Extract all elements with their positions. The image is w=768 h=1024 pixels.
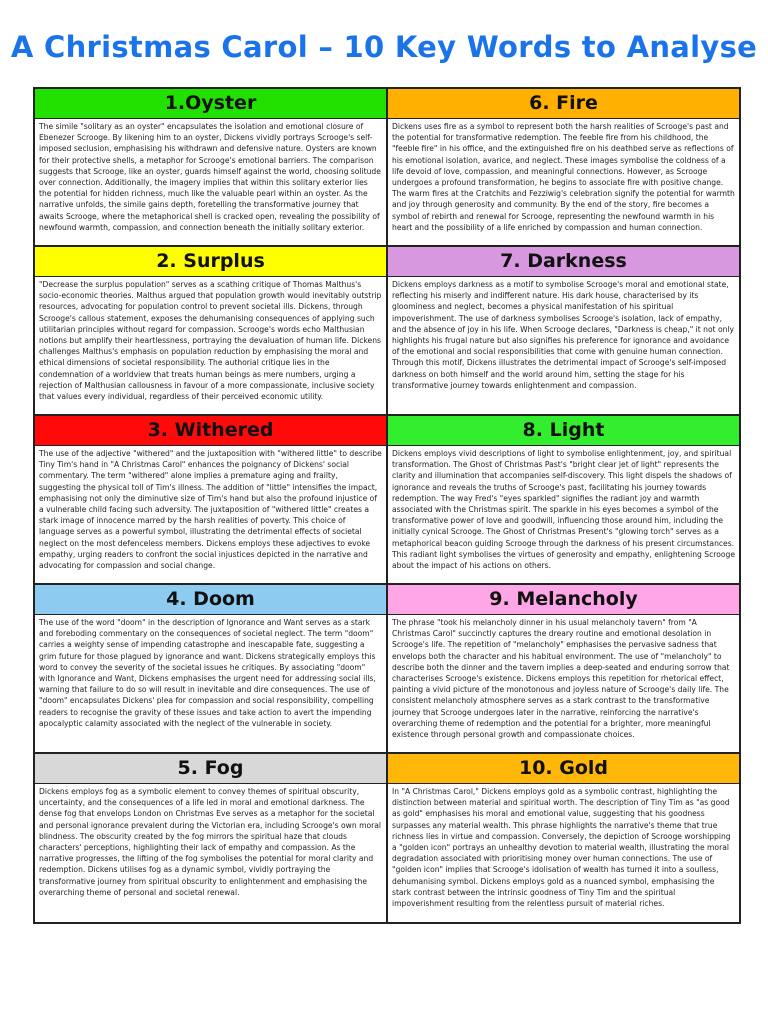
heading-withered: 3. Withered — [35, 416, 386, 446]
heading-oyster: 1.Oyster — [35, 89, 386, 119]
text-oyster: The simile "solitary as an oyster" encapsulates the isolation and emotional closure of Ebenezer Scrooge. By likening him to an oyster, Dickens vividly portrays Scrooge's self-imposed seclusion, emphasising his withdrawn and defensive nature. Oysters are known for their protective shells, a metaphor for Scrooge's emotional barriers. The comparison suggests that Scrooge, like an oyster, guards himself against the world, choosing solitude over connection. Additionally, the imagery implies that within this solitary exterior lies the potential for hidden richness, much like the valuable pearl within an oyster. As the narrative unfolds, the simile gains depth, foretelling the transformative journey that awaits Scrooge, where the metaphorical shell is cracked open, revealing the possibility of newfound warmth, compassion, and connection beneath the initially solitary exterior. — [39, 122, 381, 232]
cell-oyster — [34, 88, 387, 246]
cell-fire — [387, 88, 740, 246]
cell-gold — [387, 753, 740, 923]
page-title: A Christmas Carol – 10 Key Words to Analyse — [10, 30, 758, 64]
key-words-grid — [33, 87, 741, 924]
grid-row — [34, 88, 740, 246]
heading-surplus: 2. Surplus — [35, 247, 386, 277]
text-surplus: "Decrease the surplus population" serves as a scathing critique of Thomas Malthus's socio-economic theories. Malthus argued that population growth would inevitably outstrip resources, advocating for population control to prevent societal ills. Dickens, through Scrooge's callous statement, exposes the dehumanising consequences of applying such utilitarian principles without regard for compassion. Scrooge's words echo Malthusian notions but amplify their heartlessness, portraying the devaluation of human life. Dickens challenges Malthus's emphasis on population reduction by emphasising the moral and ethical dimensions of societal responsibility. The authorial critique lies in the condemnation of a worldview that treats human beings as mere numbers, urging a rejection of Malthusian callousness in favour of a more compassionate, inclusive society that values every individual, regardless of their perceived economic utility. — [39, 280, 382, 402]
grid-row — [34, 415, 740, 584]
text-withered: The use of the adjective "withered" and the juxtaposition with "withered little" to describe Tiny Tim's hand in "A Christmas Carol" enhances the poignancy of Dickens' social commentary. The term "withered" alone implies a premature aging and frailty, suggesting the physical toll of Tim's illness. The addition of "little" intensifies the impact, emphasising not only the diminutive size of Tim's hand but also the profound injustice of a vulnerable child facing such adversity. The juxtaposition of "withered little" creates a stark image of innocence marred by the harsh realities of poverty. This choice of language serves as a powerful symbol, illustrating the detrimental effects of societal neglect on the most defenceless members. Dickens employs these adjectives to evoke empathy, urging readers to confront the social injustices depicted in the narrative and advocating for compassion and social change. — [39, 449, 382, 571]
heading-light: 8. Light — [388, 416, 739, 446]
text-fog: Dickens employs fog as a symbolic element to convey themes of spiritual obscurity, uncertainty, and the consequences of a life led in moral and emotional darkness. The dense fog that envelops London on Christmas Eve serves as a metaphor for the societal and personal ignorance prevalent during the Victorian era, including Scrooge's own moral blindness. The obscurity created by the fog mirrors the spiritual haze that clouds characters' perceptions, highlighting their lack of empathy and compassion. As the narrative progresses, the lifting of the fog symbolises the potential for moral clarity and redemption. Dickens utilises fog as a dynamic symbol, vividly portraying the transformative journey from spiritual obscurity to enlightenment and emphasising the overarching theme of personal and societal renewal. — [39, 787, 382, 897]
heading-darkness: 7. Darkness — [388, 247, 739, 277]
cell-melancholy — [387, 584, 740, 753]
cell-fog — [34, 753, 387, 923]
text-fire: Dickens uses fire as a symbol to represent both the harsh realities of Scrooge's past and the potential for transformative redemption. The feeble fire from his childhood, the "feeble fire" in his office, and the extinguished fire on his deathbed serve as reflections of his emotional isolation, avarice, and neglect. These images symbolise the coldness of a life devoid of love, compassion, and meaningful connections. However, as Scrooge undergoes a profound transformation, he begins to associate fire with positive change. The warm fires at the Cratchits and Fezziwig's celebration signify the potential for warmth and joy through generosity and community. By the end of the story, fire becomes a symbol of rebirth and renewal for Scrooge, representing the newfound warmth in his heart and the possibility of a life enriched by compassion and human connection. — [392, 122, 735, 232]
cell-surplus — [34, 246, 387, 415]
cell-darkness — [387, 246, 740, 415]
heading-fog: 5. Fog — [35, 754, 386, 784]
text-gold: In "A Christmas Carol," Dickens employs gold as a symbolic contrast, highlighting the distinction between material and spiritual worth. The description of Tiny Tim as "as good as gold" emphasises his moral and emotional value, suggesting that his goodness surpasses any material wealth. This phrase highlights the narrative's theme that true richness lies in virtue and compassion. Conversely, the depiction of Scrooge worshipping a "golden icon" portrays an unhealthy devotion to material wealth, illustrating the moral degradation associated with prioritising money over human connections. The use of "golden icon" implies that Scrooge's idolisation of wealth has turned it into a soulless, dehumanising symbol. Dickens employs gold as a nuanced symbol, emphasising the stark contrast between the intrinsic goodness of Tiny Tim and the spiritual impoverishment resulting from the relentless pursuit of material riches. — [392, 787, 731, 909]
cell-withered — [34, 415, 387, 584]
heading-gold: 10. Gold — [388, 754, 739, 784]
text-darkness: Dickens employs darkness as a motif to symbolise Scrooge's moral and emotional state, reflecting his miserly and indifferent nature. His dark house, characterised by its gloominess and neglect, becomes a physical manifestation of his spiritual impoverishment. The use of darkness symbolises Scrooge's isolation, lack of empathy, and the absence of joy in his life. When Scrooge declares, "Darkness is cheap," it not only highlights his frugal nature but also signifies his preference for ignorance and avoidance of the emotional and social responsibilities that come with genuine human connection. Through this motif, Dickens illustrates the detrimental impact of Scrooge's self-imposed darkness on both himself and the world around him, setting the stage for his transformative journey towards enlightenment and compassion. — [392, 280, 735, 390]
heading-fire: 6. Fire — [388, 89, 739, 119]
heading-doom: 4. Doom — [35, 585, 386, 615]
text-melancholy: The phrase "took his melancholy dinner in his usual melancholy tavern" from "A Christmas Carol" succinctly captures the dreary routine and emotional desolation in Scrooge's life. The repetition of "melancholy" emphasises the pervasive sadness that envelops both the character and his habitual environment. The use of "melancholy" to describe both the dinner and the tavern implies a deep-seated and enduring sorrow that characterises Scrooge's existence. Dickens employs this repetition for rhetorical effect, painting a vivid picture of the monotonous and joyless nature of Scrooge's daily life. The consistent melancholy atmosphere serves as a stark contrast to the transformative journey that Scrooge undergoes later in the narrative, reinforcing the narrative's overarching theme of redemption and the potential for a brighter, more meaningful existence through personal growth and compassionate choices. — [392, 618, 730, 740]
text-light: Dickens employs vivid descriptions of light to symbolise enlightenment, joy, and spiritual transformation. The Ghost of Christmas Past's "bright clear jet of light" represents the clarity and illumination that accompanies self-discovery. This light dispels the shadows of ignorance and reveals the truths of Scrooge's past, facilitating his journey towards redemption. The way Fred's "eyes sparkled" signifies the radiant joy and warmth associated with the Christmas spirit. The sparkle in his eyes becomes a symbol of the transformative power of love and goodwill, influencing those around him, including the initially cynical Scrooge. The Ghost of Christmas Present's "glowing torch" serves as a metaphorical beacon guiding Scrooge through the darkness of his present circumstances. This radiant light symbolises the virtues of generosity and empathy, enlightening Scrooge about the impact of his actions on others. — [392, 449, 736, 571]
cell-doom — [34, 584, 387, 753]
text-doom: The use of the word "doom" in the description of Ignorance and Want serves as a stark and foreboding commentary on the consequences of societal neglect. The term "doom" carries a weighty sense of impending catastrophe and inescapable fate, suggesting a grim future for those plagued by ignorance and want. Dickens strategically employs this word to convey the severity of the societal issues he critiques. By associating "doom" with Ignorance and Want, Dickens emphasises the urgent need for addressing social ills, warning that failure to do so will result in inevitable and dire consequences. The use of "doom" encapsulates Dickens' plea for compassion and social responsibility, compelling readers to recognise the gravity of these issues and take action to avert the impending apocalyptic calamity associated with the neglect of the vulnerable in society. — [39, 618, 376, 728]
grid-row — [34, 246, 740, 415]
grid-row — [34, 584, 740, 753]
heading-melancholy: 9. Melancholy — [388, 585, 739, 615]
grid-row — [34, 753, 740, 923]
cell-light — [387, 415, 740, 584]
